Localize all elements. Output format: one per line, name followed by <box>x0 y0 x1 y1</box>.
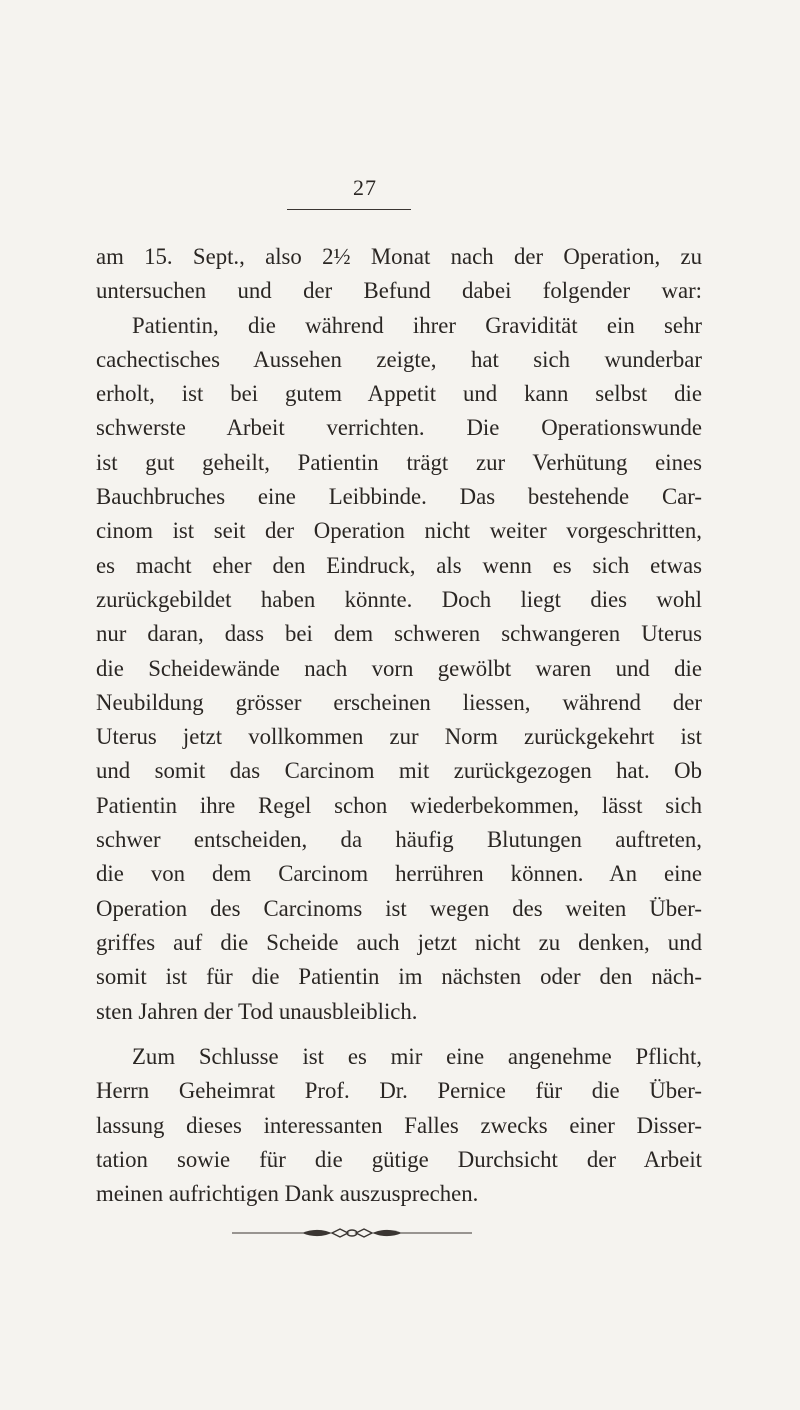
text-line: die von dem Carcinom herrühren können. An eine <box>96 861 702 887</box>
text-line: sten Jahren der Tod unausbleiblich. <box>96 998 418 1024</box>
text-line: meinen aufrichtigen Dank auszusprechen. <box>96 1181 479 1207</box>
paragraph-2 <box>96 1040 702 1211</box>
text-line: ist gut geheilt, Patientin trägt zur Verhütung eines <box>96 449 702 475</box>
text-line: tation sowie für die gütige Durchsicht der Arbeit <box>96 1146 702 1172</box>
text-line: cachectisches Aussehen zeigte, hat sich wunderbar <box>96 346 702 372</box>
ornamental-divider-icon <box>232 1225 472 1241</box>
text-line: Operation des Carcinoms ist wegen des weiten Über- <box>96 895 702 921</box>
text-line: cinom ist seit der Operation nicht weiter vorgeschritten, <box>96 518 702 544</box>
text-line: Patientin, die während ihrer Gravidität ein sehr <box>132 312 702 338</box>
text-line: nur daran, dass bei dem schweren schwangeren Uterus <box>96 621 702 647</box>
text-line: Uterus jetzt vollkommen zur Norm zurückgekehrt ist <box>96 724 702 750</box>
text-line: Bauchbruches eine Leibbinde. Das bestehende Car- <box>96 484 702 510</box>
text-line: am 15. Sept., also 2½ Monat nach der Operation, zu <box>96 244 702 269</box>
text-line: schwerste Arbeit verrichten. Die Operationswunde <box>96 415 702 441</box>
text-line: untersuchen und der Befund dabei folgender war: <box>96 278 702 304</box>
paragraph-1 <box>96 240 702 1029</box>
text-line: Herrn Geheimrat Prof. Dr. Pernice für die Über- <box>96 1078 702 1104</box>
page-number-rule <box>287 209 411 210</box>
text-line: griffes auf die Scheide auch jetzt nicht zu denken, und <box>96 929 702 955</box>
text-line: und somit das Carcinom mit zurückgezogen hat. Ob <box>96 758 702 784</box>
text-line: die Scheidewände nach vorn gewölbt waren und die <box>96 655 702 681</box>
text-line: lassung dieses interessanten Falles zwecks einer Disser- <box>96 1112 702 1138</box>
text-line: somit ist für die Patientin im nächsten oder den näch- <box>96 964 702 990</box>
text-line: Zum Schlusse ist es mir eine angenehme Pflicht, <box>132 1044 702 1069</box>
text-line: es macht eher den Eindruck, als wenn es sich etwas <box>96 552 702 578</box>
text-line: Patientin ihre Regel schon wiederbekommen, lässt sich <box>96 792 702 818</box>
text-line: zurückgebildet haben könnte. Doch liegt dies wohl <box>96 586 702 612</box>
text-line: Neubildung grösser erscheinen liessen, während der <box>96 689 702 715</box>
text-line: schwer entscheiden, da häufig Blutungen auftreten, <box>96 827 702 853</box>
text-line: erholt, ist bei gutem Appetit und kann selbst die <box>96 381 702 407</box>
page-number: 27 <box>353 175 377 200</box>
